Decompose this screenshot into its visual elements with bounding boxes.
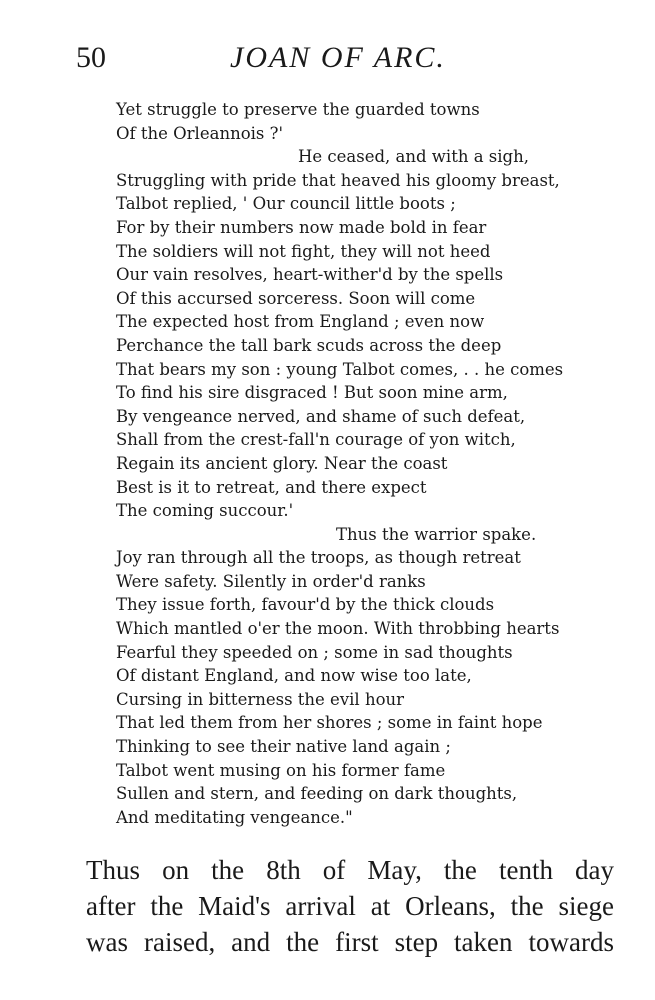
verse-line: Joy ran through all the troops, as though retreat xyxy=(116,548,521,568)
verse-line: For by their numbers now made bold in fear xyxy=(116,217,487,237)
verse-line: That led them from her shores ; some in faint hope xyxy=(116,713,543,733)
running-title: JOAN OF ARC. xyxy=(230,41,446,74)
verse-line: Shall from the crest-fall'n courage of yon witch, xyxy=(116,430,516,450)
verse-line: Which mantled o'er the moon. With throbbing hearts xyxy=(116,619,560,639)
verse-line: He ceased, and with a sigh, xyxy=(298,147,529,167)
verse-line: Our vain resolves, heart-wither'd by the spells xyxy=(116,265,504,285)
verse-line: Perchance the tall bark scuds across the deep xyxy=(116,335,502,355)
prose-paragraph xyxy=(86,852,614,960)
verse-line: Fearful they speeded on ; some in sad thoughts xyxy=(116,642,513,662)
verse-line: They issue forth, favour'd by the thick clouds xyxy=(116,595,495,615)
verse-line: The expected host from England ; even now xyxy=(116,312,485,332)
verse-line: Talbot replied, ' Our council little boots ; xyxy=(116,194,456,214)
page-number: 50 xyxy=(76,41,106,74)
prose-line: was raised, and the first step taken towards xyxy=(86,927,614,957)
verse-line: The soldiers will not fight, they will not heed xyxy=(116,241,491,261)
verse-line: Cursing in bitterness the evil hour xyxy=(116,689,405,709)
verse-line: Talbot went musing on his former fame xyxy=(116,760,446,780)
prose-line: after the Maid's arrival at Orleans, the siege xyxy=(86,891,614,921)
verse-line: And meditating vengeance." xyxy=(116,807,353,827)
verse-line: Of this accursed sorceress. Soon will come xyxy=(116,288,476,308)
verse-line: That bears my son : young Talbot comes, . . he comes xyxy=(116,359,564,379)
verse-line: Of the Orleannois ?' xyxy=(116,123,283,143)
verse-line: Thinking to see their native land again ; xyxy=(116,737,451,757)
prose-line: Thus on the 8th of May, the tenth day xyxy=(86,855,614,885)
verse-line: Yet struggle to preserve the guarded towns xyxy=(116,100,480,119)
verse-line: By vengeance nerved, and shame of such defeat, xyxy=(116,406,526,426)
running-head xyxy=(0,38,655,78)
verse-line: Were safety. Silently in order'd ranks xyxy=(116,571,426,591)
verse-line: The coming succour.' xyxy=(116,501,294,521)
verse-line: Thus the warrior spake. xyxy=(336,524,537,544)
verse-quotation xyxy=(116,98,636,829)
verse-line: Regain its ancient glory. Near the coast xyxy=(116,453,448,473)
verse-line: To find his sire disgraced ! But soon mine arm, xyxy=(116,383,508,403)
verse-line: Struggling with pride that heaved his gloomy breast, xyxy=(116,170,560,190)
verse-line: Sullen and stern, and feeding on dark thoughts, xyxy=(116,784,518,804)
verse-line: Of distant England, and now wise too late, xyxy=(116,666,472,686)
verse-line: Best is it to retreat, and there expect xyxy=(116,477,427,497)
